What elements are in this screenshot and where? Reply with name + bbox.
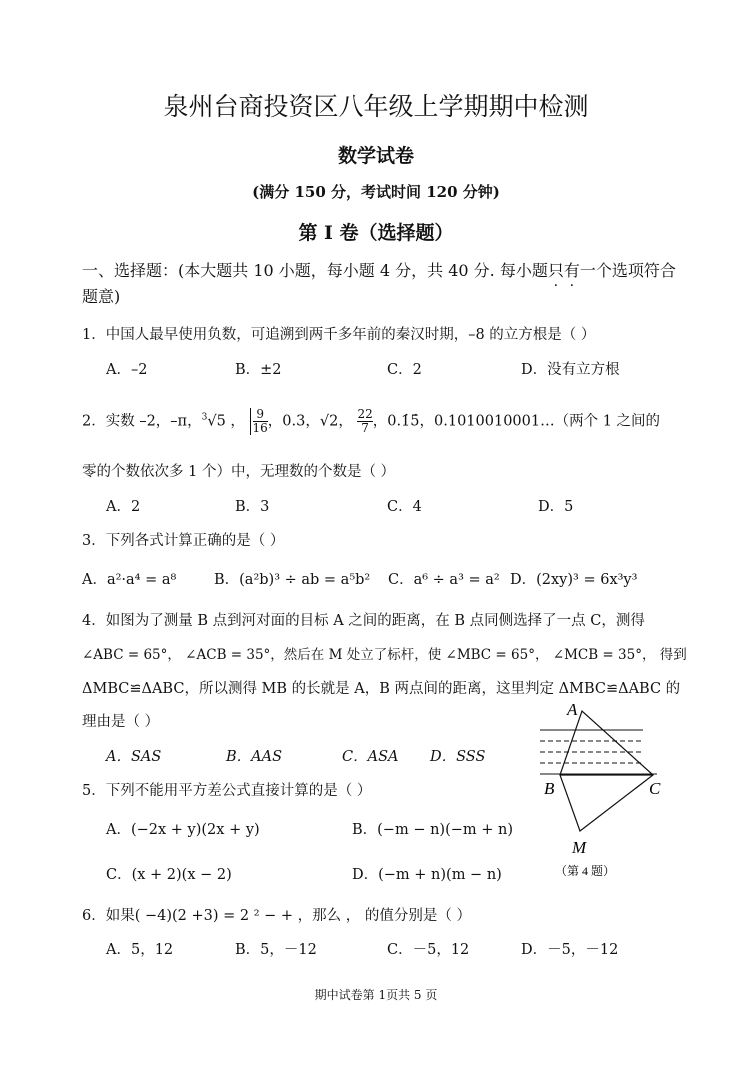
q6-option-c: C．－5，12 xyxy=(387,942,470,958)
page-footer: 期中试卷第 1页共 5 页 xyxy=(314,988,438,1002)
q4-option-b: B．AAS xyxy=(226,749,283,765)
q5-option-b: B．(−m − n)(−m + n) xyxy=(352,822,513,838)
point-c-label: C xyxy=(649,779,661,798)
volume-heading: 第 I 卷（选择题） xyxy=(298,222,454,244)
triangles-abc-mbc xyxy=(560,711,653,831)
point-b-label: B xyxy=(544,779,555,798)
exam-title: 泉州台商投资区八年级上学期期中检测 xyxy=(163,92,589,121)
q3-option-d: D．(2xy)³ = 6x³y³ xyxy=(510,572,638,588)
q2-option-d: D．5 xyxy=(538,499,574,515)
question-2-stem: 2．实数 –2，–π，$^3$√5 ， $\frac{9}{16}$ ，0.3，√2， $\frac{22}{7}$ ，0.1̇5̇，0.1010010001…（两个 1 之间的 xyxy=(82,407,661,435)
q1-option-a: A．–2 xyxy=(106,362,148,378)
q1-option-d: D．没有立方根 xyxy=(521,362,620,378)
q5-option-a: A．(−2x + y)(2x + y) xyxy=(106,822,260,838)
triangle-river-figure xyxy=(535,697,670,882)
q1-option-c: C．2 xyxy=(387,362,422,378)
q2-option-b: B．3 xyxy=(235,499,270,515)
exam-subtitle: 数学试卷 xyxy=(337,145,414,167)
fraction-9-16: $\frac{9}{16}$ xyxy=(250,408,268,435)
q5-option-c: C．(x + 2)(x − 2) xyxy=(106,867,232,883)
point-m-label: M xyxy=(572,838,587,857)
q3-option-b: B．(a²b)³ ÷ ab = a⁵b² xyxy=(214,572,371,588)
emphasis-char: 有 xyxy=(563,261,580,280)
section-instruction: 一、选择题：(本大题共 10 小题，每小题 4 分，共 40 分. 每小题只有一个选项符合题意) xyxy=(82,261,676,306)
question-4-line4: 理由是（ ） xyxy=(82,714,160,730)
question-4-line2: ∠ABC = 65°， ∠ACB = 35°，然后在 M 处立了标杆，使 ∠MBC = 65°， ∠MCB = 35°， 得到 xyxy=(82,647,687,663)
question-3-stem: 3．下列各式计算正确的是（ ） xyxy=(82,533,285,549)
q6-option-a: A．5，12 xyxy=(106,942,174,958)
q5-option-d: D．(−m + n)(m − n) xyxy=(352,867,502,883)
question-2-line2: 零的个数依次多 1 个）中，无理数的个数是（ ） xyxy=(82,464,396,480)
q4-option-a: A．SAS xyxy=(106,749,162,765)
exam-time-score: (满分 150 分，考试时间 120 分钟) xyxy=(252,183,500,201)
emphasis-char: 只 xyxy=(547,261,564,280)
question-5-stem: 5．下列不能用平方差公式直接计算的是（ ） xyxy=(82,783,372,799)
q4-option-d: D．SSS xyxy=(430,749,486,765)
q3-option-a: A．a²·a⁴ = a⁸ xyxy=(82,572,177,588)
q1-option-b: B．±2 xyxy=(235,362,282,378)
q2-option-c: C．4 xyxy=(387,499,422,515)
fraction-22-7: $\frac{22}{7}$ xyxy=(357,407,373,435)
point-a-label: A xyxy=(567,700,578,719)
figure-caption: （第 4 题） xyxy=(555,864,616,878)
question-6-stem: 6．如果( −4)(2 +3) = 2 ² − + ，那么 ， 的值分别是（ ） xyxy=(82,908,472,924)
q3-option-c: C．a⁶ ÷ a³ = a² xyxy=(388,572,500,588)
question-1-stem: 1．中国人最早使用负数，可追溯到两千多年前的秦汉时期，–8 的立方根是（ ） xyxy=(82,327,596,343)
question-4-line1: 4．如图为了测量 B 点到河对面的目标 A 之间的距离，在 B 点同侧选择了一点 C，测得 xyxy=(82,613,645,629)
q4-option-c: C．ASA xyxy=(342,749,399,765)
q6-option-d: D．－5，－12 xyxy=(521,942,619,958)
q2-option-a: A．2 xyxy=(106,499,141,515)
question-4-line3: ΔMBC≌ΔABC，所以测得 MB 的长就是 A，B 两点间的距离，这里判定 ΔMBC≌ΔABC 的 xyxy=(82,681,681,697)
q6-option-b: B．5，－12 xyxy=(235,942,317,958)
